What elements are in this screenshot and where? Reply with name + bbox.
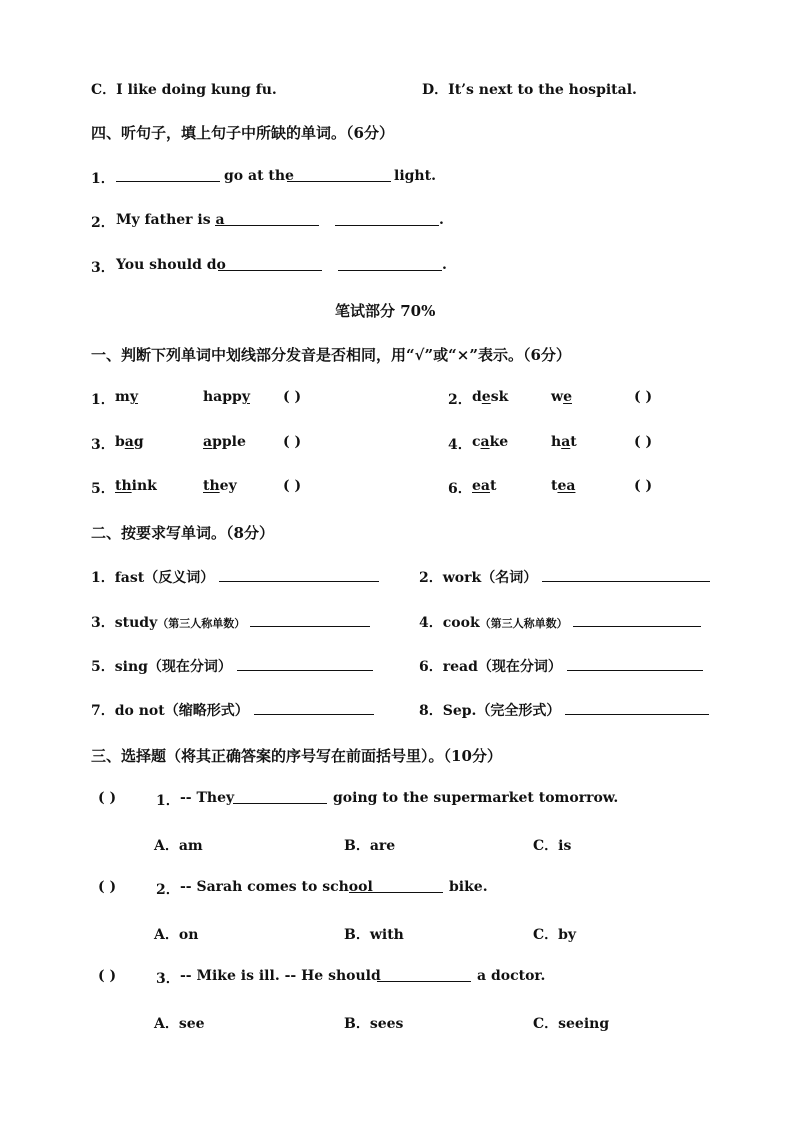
answer-blank[interactable] <box>542 568 710 582</box>
answer-blank[interactable] <box>338 257 442 275</box>
underlined-letters: a <box>561 434 571 450</box>
phonics-word: we <box>551 389 572 405</box>
choice-question <box>0 879 794 903</box>
answer-parentheses[interactable]: ( ) <box>98 790 117 806</box>
answer-blank[interactable] <box>287 168 391 186</box>
phonics-row <box>0 434 794 458</box>
q-stem: -- Mike is ill. -- He should <box>180 968 381 984</box>
section4-q3 <box>0 257 794 281</box>
prev-options-row <box>0 79 794 103</box>
q-text: . <box>442 257 447 273</box>
choice-option[interactable]: B．sees <box>344 1016 404 1032</box>
section4-q1 <box>0 168 794 192</box>
option-c: C．I like doing kung fu. <box>91 82 277 98</box>
answer-blank[interactable] <box>250 613 370 627</box>
word-form-row <box>0 656 794 680</box>
phonics-word: eat <box>472 478 497 494</box>
answer-parentheses[interactable]: ( ) <box>634 478 653 494</box>
word-form-item: 3．study（第三人称单数） <box>91 612 370 632</box>
q-text: You should do <box>116 257 226 273</box>
written-part-title <box>0 300 794 324</box>
answer-parentheses[interactable]: ( ) <box>283 478 302 494</box>
answer-blank[interactable] <box>349 879 443 897</box>
answer-blank[interactable] <box>565 701 709 715</box>
q-stem: bike. <box>449 879 488 895</box>
answer-blank[interactable] <box>567 657 703 671</box>
q-stem: -- They <box>180 790 235 806</box>
word-form-row <box>0 700 794 724</box>
phonics-title <box>0 344 794 368</box>
q-stem: a doctor. <box>477 968 546 984</box>
underlined-letters: y <box>241 389 250 405</box>
phonics-word: hat <box>551 434 577 450</box>
phonics-word: cake <box>472 434 509 450</box>
word-form-item: 4．cook（第三人称单数） <box>419 612 701 632</box>
choice-option[interactable]: A．am <box>154 838 203 854</box>
answer-blank[interactable] <box>335 212 439 230</box>
underlined-letters: ea <box>472 478 490 494</box>
words-title <box>0 522 794 546</box>
choice-options <box>0 924 794 948</box>
underlined-letters: e <box>481 389 491 405</box>
written-title-text: 笔试部分 70% <box>335 302 436 320</box>
q-number: 1． <box>156 793 180 809</box>
choice-option[interactable]: C．by <box>533 927 577 943</box>
answer-blank[interactable] <box>218 257 322 275</box>
q-stem: -- Sarah comes to school <box>180 879 373 895</box>
word-form-item: 5．sing（现在分词） <box>91 656 373 676</box>
choice-title-text: 三、选择题（将其正确答案的序号写在前面括号里）。（10分） <box>91 747 502 765</box>
underlined-letters: th <box>115 478 132 494</box>
answer-blank[interactable] <box>573 613 701 627</box>
q-number: 5． <box>91 481 115 497</box>
q-stem: going to the supermarket tomorrow. <box>333 790 619 806</box>
q-number: 4． <box>448 437 472 453</box>
q-number: 2． <box>156 882 180 898</box>
choice-options <box>0 835 794 859</box>
option-d: D．It’s next to the hospital. <box>422 82 637 98</box>
answer-blank[interactable] <box>233 790 327 808</box>
underlined-letters: y <box>129 389 138 405</box>
words-title-text: 二、按要求写单词。（8分） <box>91 524 274 542</box>
phonics-row <box>0 389 794 413</box>
section4-q2 <box>0 212 794 236</box>
q-text: light. <box>394 168 436 184</box>
q-number: 1． <box>91 171 115 187</box>
choice-option[interactable]: A．see <box>154 1016 205 1032</box>
q-text: go at the <box>224 168 294 184</box>
q-number: 3． <box>91 260 115 276</box>
underlined-letters: ea <box>557 478 576 494</box>
word-form-item: 8．Sep.（完全形式） <box>419 700 709 720</box>
underlined-letters: a <box>124 434 134 450</box>
answer-blank[interactable] <box>116 168 220 186</box>
answer-blank[interactable] <box>219 568 379 582</box>
choice-option[interactable]: B．are <box>344 838 396 854</box>
answer-parentheses[interactable]: ( ) <box>283 434 302 450</box>
q-number: 1． <box>91 392 115 408</box>
answer-blank[interactable] <box>237 657 373 671</box>
section4-title <box>0 122 794 146</box>
phonics-word: apple <box>203 434 246 450</box>
answer-parentheses[interactable]: ( ) <box>283 389 302 405</box>
phonics-row <box>0 478 794 502</box>
phonics-word: bag <box>115 434 144 450</box>
phonics-title-text: 一、判断下列单词中划线部分发音是否相同，用“√”或“×”表示。（6分） <box>91 346 571 364</box>
word-form-item: 1．fast（反义词） <box>91 567 379 587</box>
phonics-word: tea <box>551 478 576 494</box>
answer-blank[interactable] <box>254 701 374 715</box>
choice-option[interactable]: C．seeing <box>533 1016 610 1032</box>
q-number: 3． <box>156 971 180 987</box>
choice-question <box>0 968 794 992</box>
q-number: 2． <box>91 215 115 231</box>
phonics-word: happy <box>203 389 250 405</box>
answer-blank[interactable] <box>215 212 319 230</box>
choice-title <box>0 745 794 769</box>
answer-parentheses[interactable]: ( ) <box>634 389 653 405</box>
word-form-row <box>0 612 794 636</box>
choice-option[interactable]: A．on <box>154 927 199 943</box>
underlined-letters: a <box>203 434 213 450</box>
answer-parentheses[interactable]: ( ) <box>634 434 653 450</box>
choice-options <box>0 1013 794 1037</box>
underlined-letters: a <box>480 434 490 450</box>
q-number: 2． <box>448 392 472 408</box>
q-text: My father is a <box>116 212 225 228</box>
word-form-item: 7．do not（缩略形式） <box>91 700 374 720</box>
answer-parentheses[interactable]: ( ) <box>98 879 117 895</box>
phonics-word: they <box>203 478 237 494</box>
phonics-word: my <box>115 389 138 405</box>
answer-parentheses[interactable]: ( ) <box>98 968 117 984</box>
underlined-letters: e <box>563 389 572 405</box>
choice-question <box>0 790 794 814</box>
q-number: 3． <box>91 437 115 453</box>
q-text: . <box>439 212 444 228</box>
word-form-item: 2．work（名词） <box>419 567 710 587</box>
choice-option[interactable]: B．with <box>344 927 404 943</box>
q-number: 6． <box>448 481 472 497</box>
underlined-letters: th <box>203 478 220 494</box>
word-form-row <box>0 567 794 591</box>
phonics-word: desk <box>472 389 509 405</box>
phonics-word: think <box>115 478 157 494</box>
choice-option[interactable]: C．is <box>533 838 572 854</box>
answer-blank[interactable] <box>377 968 471 986</box>
word-form-item: 6．read（现在分词） <box>419 656 703 676</box>
section4-title-text: 四、听句子，填上句子中所缺的单词。（6分） <box>91 124 394 142</box>
